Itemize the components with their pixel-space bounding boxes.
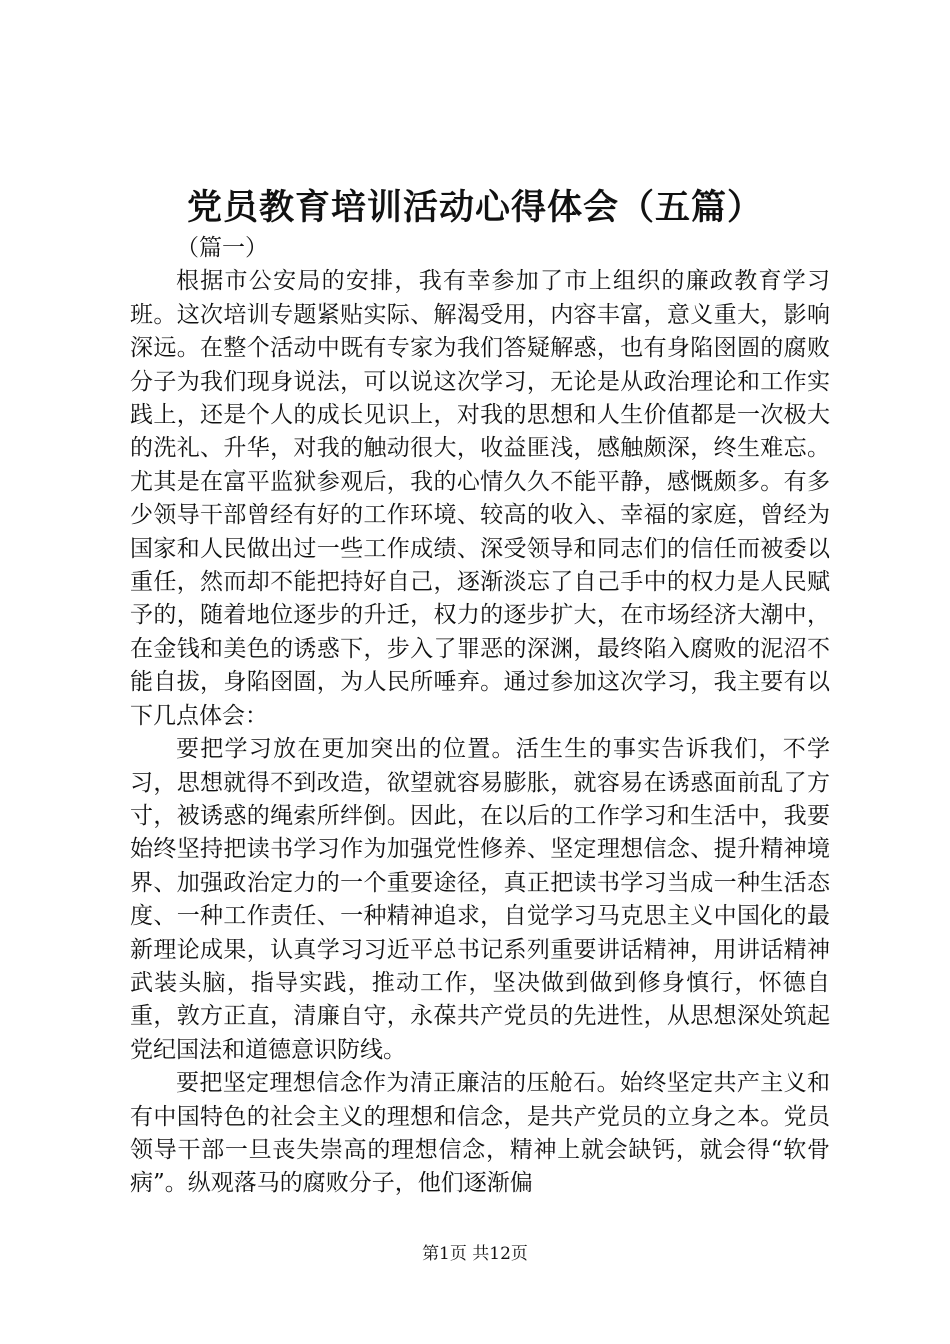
page-footer: 第1页 共12页: [422, 1244, 528, 1264]
document-body: [130, 232, 830, 1201]
paragraph-2: 要把学习放在更加突出的位置。活生生的事实告诉我们，不学习，思想就得不到改造，欲望就容易膨胀，就容易在诱惑面前乱了方寸，被诱惑的绳索所绊倒。因此，在以后的工作学习和生活中，我要始终坚持把读书学习作为加强党性修养、坚定理想信念、提升精神境界、加强政治定力的一个重要途径，真正把读书学习当成一种生活态度、一种工作责任、一种精神追求，自觉学习马克思主义中国化的最新理论成果，认真学习习近平总书记系列重要讲话精神，用讲话精神武装头脑，指导实践，推动工作，坚决做到做到修身慎行，怀德自重，敦方正直，清廉自守，永葆共产党员的先进性，从思想深处筑起党纪国法和道德意识防线。: [130, 736, 830, 1063]
document-title: 党员教育培训活动心得体会（五篇）: [186, 187, 763, 228]
section-label: （篇一）: [176, 235, 268, 261]
paragraph-1: 根据市公安局的安排，我有幸参加了市上组织的廉政教育学习班。这次培训专题紧贴实际、解渴受用，内容丰富，意义重大，影响深远。在整个活动中既有专家为我们答疑解惑，也有身陷囹圄的腐败分子为我们现身说法，可以说这次学习，无论是从政治理论和工作实践上，还是个人的成长见识上，对我的思想和人生价值都是一次极大的洗礼、升华，对我的触动很大，收益匪浅，感触颇深，终生难忘。尤其是在富平监狱参观后，我的心情久久不能平静，感慨颇多。有多少领导干部曾经有好的工作环境、较高的收入、幸福的家庭，曾经为国家和人民做出过一些工作成绩、深受领导和同志们的信任而被委以重任，然而却不能把持好自己，逐渐淡忘了自己手中的权力是人民赋予的，随着地位逐步的升迁，权力的逐步扩大，在市场经济大潮中，在金钱和美色的诱惑下，步入了罪恶的深渊，最终陷入腐败的泥沼不能自拔，身陷囹圄，为人民所唾弃。通过参加这次学习，我主要有以下几点体会：: [130, 268, 830, 729]
paragraph-3: 要把坚定理想信念作为清正廉洁的压舱石。始终坚定共产主义和有中国特色的社会主义的理想和信念，是共产党员的立身之本。党员领导干部一旦丧失崇高的理想信念，精神上就会缺钙，就会得“软骨病”。纵观落马的腐败分子，他们逐渐偏: [130, 1070, 830, 1197]
